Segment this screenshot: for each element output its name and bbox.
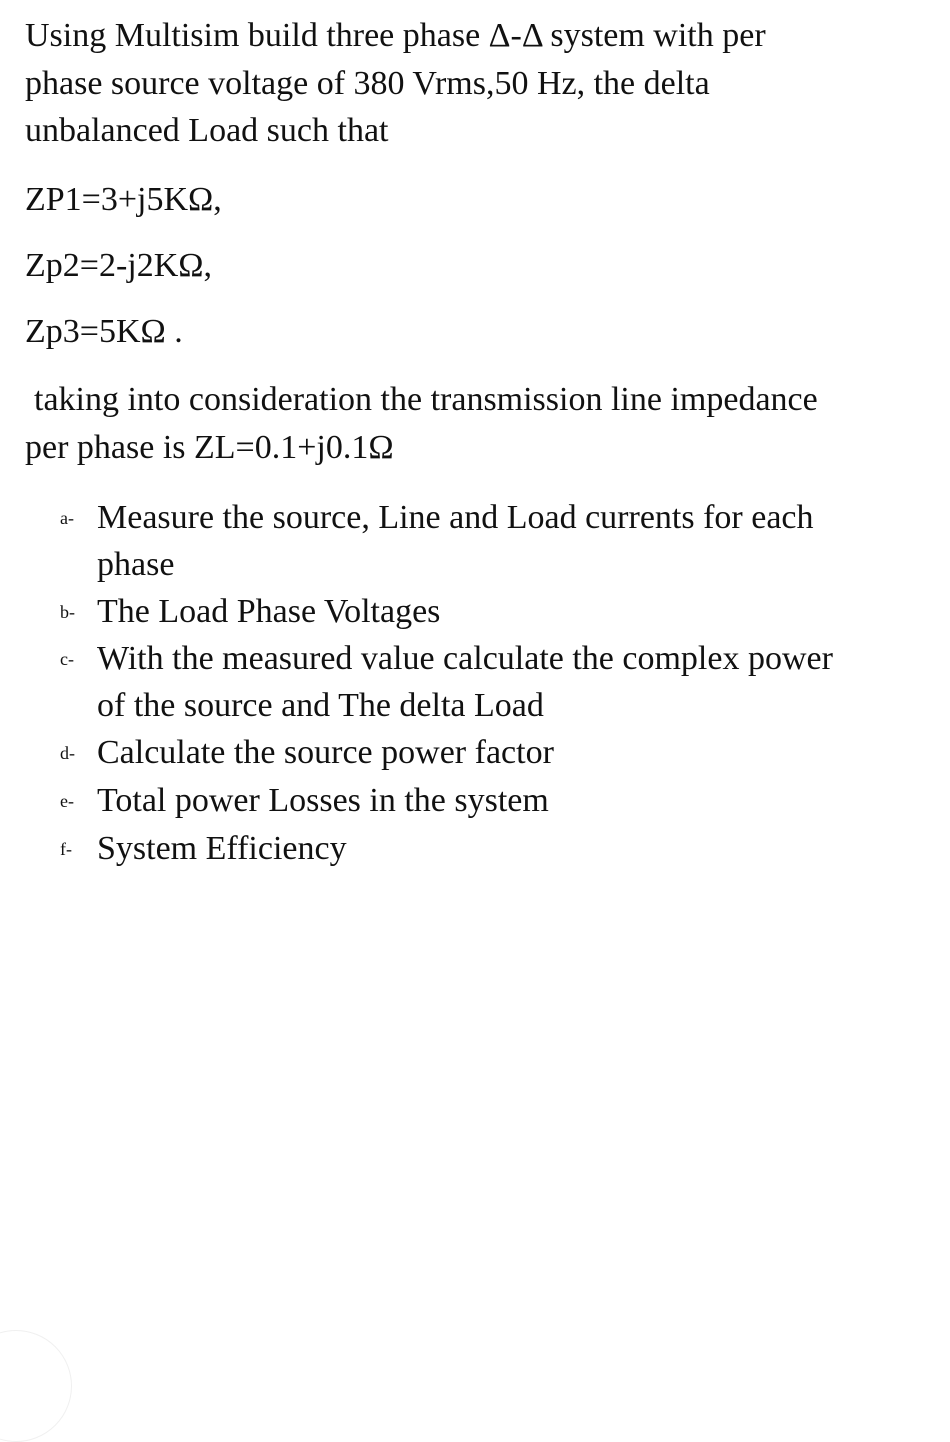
impedance-zp1: ZP1=3+j5KΩ,	[25, 181, 222, 218]
intro-line-2: phase source voltage of 380 Vrms,50 Hz, the delta	[25, 65, 710, 102]
intro-line-3: unbalanced Load such that	[25, 112, 389, 149]
task-text-line: Calculate the source power factor	[97, 734, 554, 771]
task-marker: e-	[60, 791, 74, 811]
task-text-line: With the measured value calculate the complex power	[97, 640, 833, 677]
line-impedance-text-1: taking into consideration the transmission line impedance	[34, 381, 818, 418]
task-marker: b-	[60, 602, 75, 622]
task-text	[97, 588, 440, 635]
page-corner-decoration	[0, 1330, 72, 1442]
task-text	[97, 729, 554, 776]
task-text	[97, 777, 549, 824]
task-marker: c-	[60, 649, 74, 669]
task-text	[97, 635, 833, 729]
impedance-zp3: Zp3=5KΩ .	[25, 313, 183, 350]
intro-line-1: Using Multisim build three phase Δ-Δ system with per	[25, 17, 766, 54]
task-marker: d-	[60, 743, 75, 763]
line-impedance-text-2: per phase is ZL=0.1+j0.1Ω	[25, 429, 394, 466]
task-text	[97, 494, 814, 588]
task-text-line: System Efficiency	[97, 830, 347, 867]
task-text-line: Total power Losses in the system	[97, 782, 549, 819]
task-marker: a-	[60, 508, 74, 528]
impedance-zp2: Zp2=2-j2KΩ,	[25, 247, 213, 284]
task-text-line: Measure the source, Line and Load currents for each	[97, 499, 814, 536]
task-text-line: phase	[97, 546, 175, 583]
task-text	[97, 825, 347, 872]
task-text-line: of the source and The delta Load	[97, 687, 544, 724]
task-marker: f-	[60, 839, 72, 859]
task-text-line: The Load Phase Voltages	[97, 593, 441, 630]
